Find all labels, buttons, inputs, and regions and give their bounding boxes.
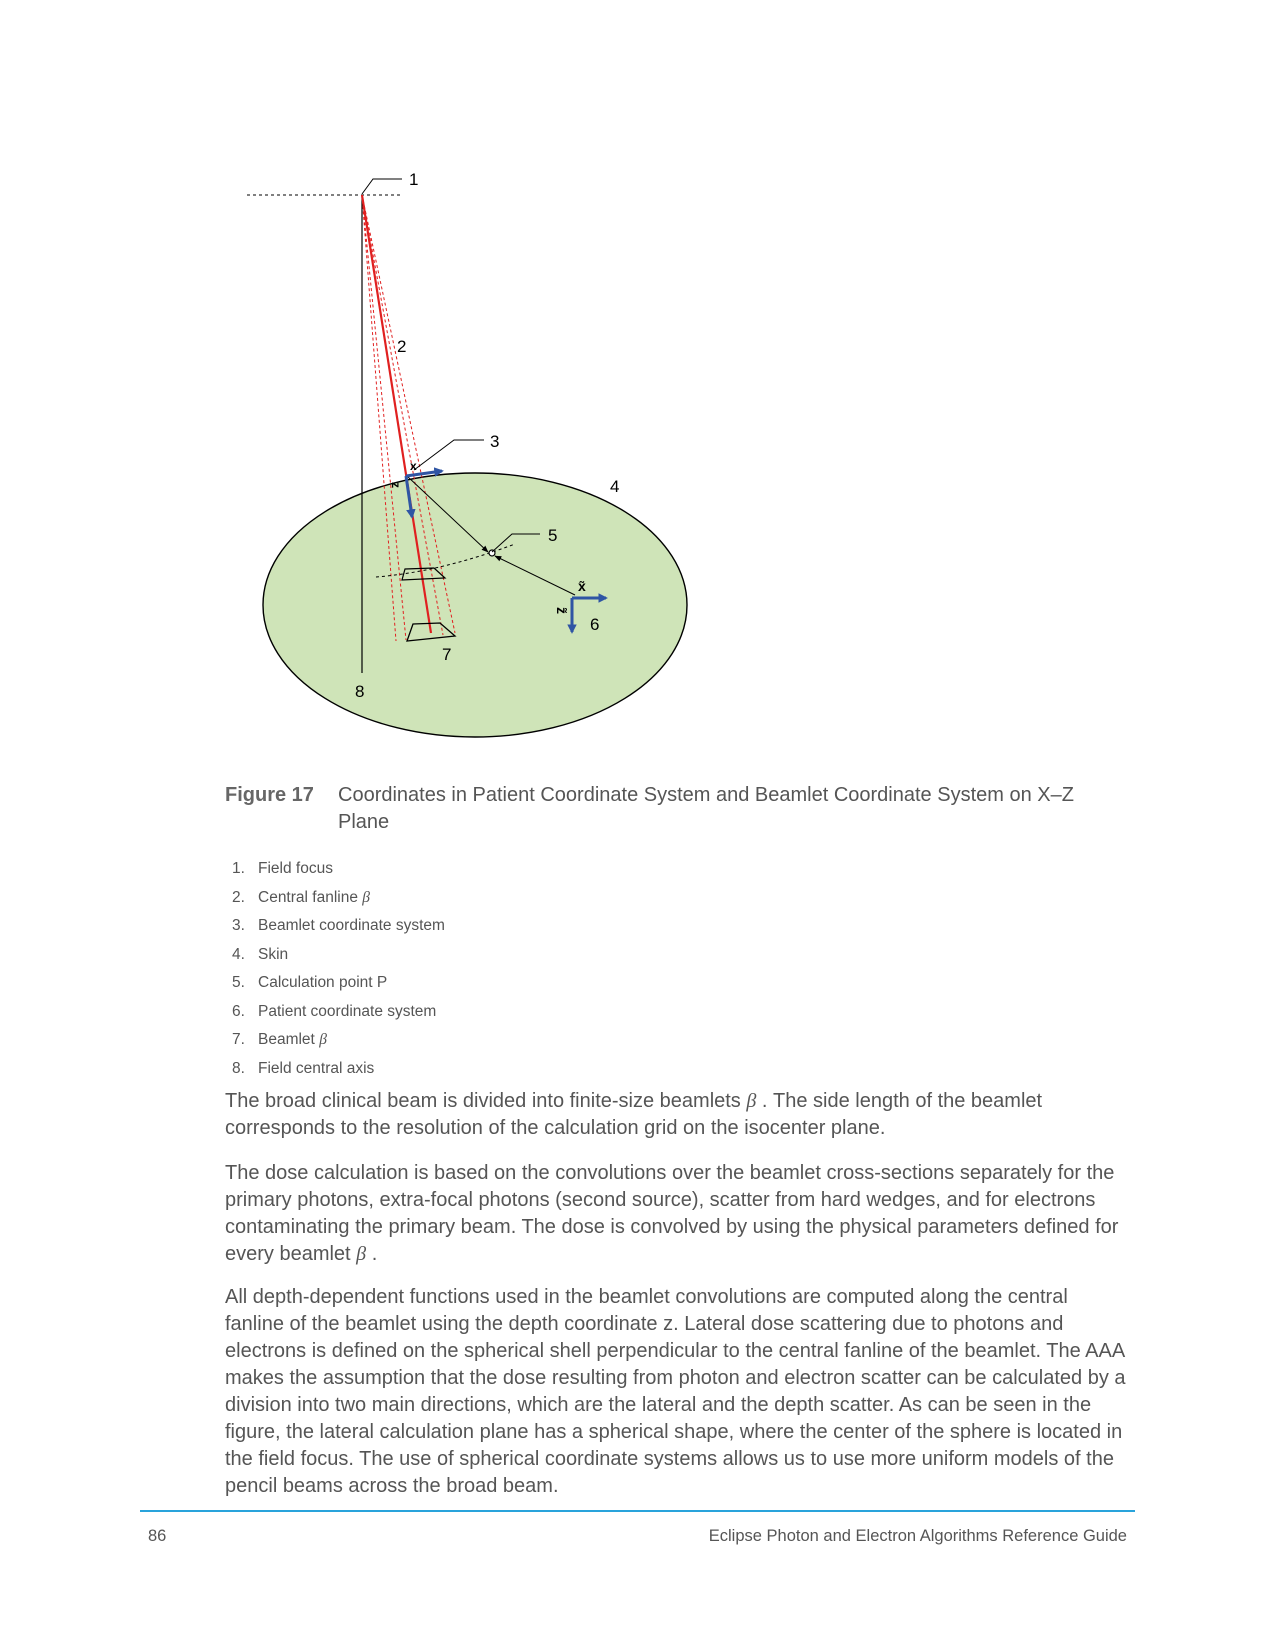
legend-item: 6. Patient coordinate system <box>232 1002 437 1020</box>
footer-divider <box>140 1510 1135 1512</box>
paragraph-beamlets: The broad clinical beam is divided into finite-size beamlets β . The side length of the beamlet corresponds to the resolution of the calculation grid on the isocenter plane. <box>225 1090 1043 1139</box>
callout-4: 4 <box>610 477 620 496</box>
figure-caption <box>225 782 1125 836</box>
paragraph-depth-functions: All depth-dependent functions used in the beamlet convolutions are computed along the central fanline of the beamlet using the depth coordinate z. Lateral dose scattering due to photons and electrons is defined on the spherical shell perpendicular to the central fanline of the beamlet. The AAA makes the assumption that the dose resulting from photon and electron scatter can be calculated by a division into two main directions, which are the lateral and the depth scatter. As can be seen in the figure, the lateral calculation plane has a spherical shape, where the center of the sphere is located in the field focus. The use of spherical coordinate systems allows us to use more uniform models of the pencil beams across the broad beam. <box>225 1286 1126 1497</box>
coordinates-figure <box>0 0 1275 760</box>
callout-1: 1 <box>409 170 419 189</box>
patient-x-label: x̃ <box>578 578 586 594</box>
figure-title: Coordinates in Patient Coordinate System and Beamlet Coordinate System on X–Z Plane <box>338 784 1074 833</box>
skin-ellipse <box>263 473 687 737</box>
legend-item: 2. Central fanline β <box>232 888 370 906</box>
guide-title: Eclipse Photon and Electron Algorithms Reference Guide <box>708 1527 1127 1545</box>
calculation-point-p <box>489 550 495 556</box>
figure-legend <box>232 855 445 1083</box>
callout-2: 2 <box>397 337 407 356</box>
callout-3: 3 <box>490 432 500 451</box>
page-number: 86 <box>148 1527 167 1545</box>
legend-item: 8. Field central axis <box>232 1059 375 1077</box>
legend-item: 5. Calculation point P <box>232 974 388 991</box>
callout-5: 5 <box>548 526 558 545</box>
legend-item: 3. Beamlet coordinate system <box>232 917 445 934</box>
legend-item: 1. Field focus <box>232 860 333 877</box>
figure-label: Figure 17 <box>225 784 314 806</box>
legend-item: 7. Beamlet β <box>232 1031 327 1048</box>
patient-z-label: z̃ <box>554 607 570 614</box>
callout-3-leader <box>414 440 484 470</box>
legend-item: 4. Skin <box>232 945 289 963</box>
callout-6: 6 <box>590 615 600 634</box>
callout-8: 8 <box>355 682 365 701</box>
paragraph-dose-calculation: The dose calculation is based on the convolutions over the beamlet cross-sections separately for the primary photons, extra-focal photons (second source), scatter from hard wedges, and for electrons contaminating the primary beam. The dose is convolved by using the physical parameters defined for every beamlet β . <box>225 1162 1119 1265</box>
callout-7: 7 <box>442 645 452 664</box>
callout-1-leader <box>362 179 402 194</box>
beamlet-x-label: x <box>410 459 417 473</box>
beamlet-z-label: z <box>389 482 403 488</box>
